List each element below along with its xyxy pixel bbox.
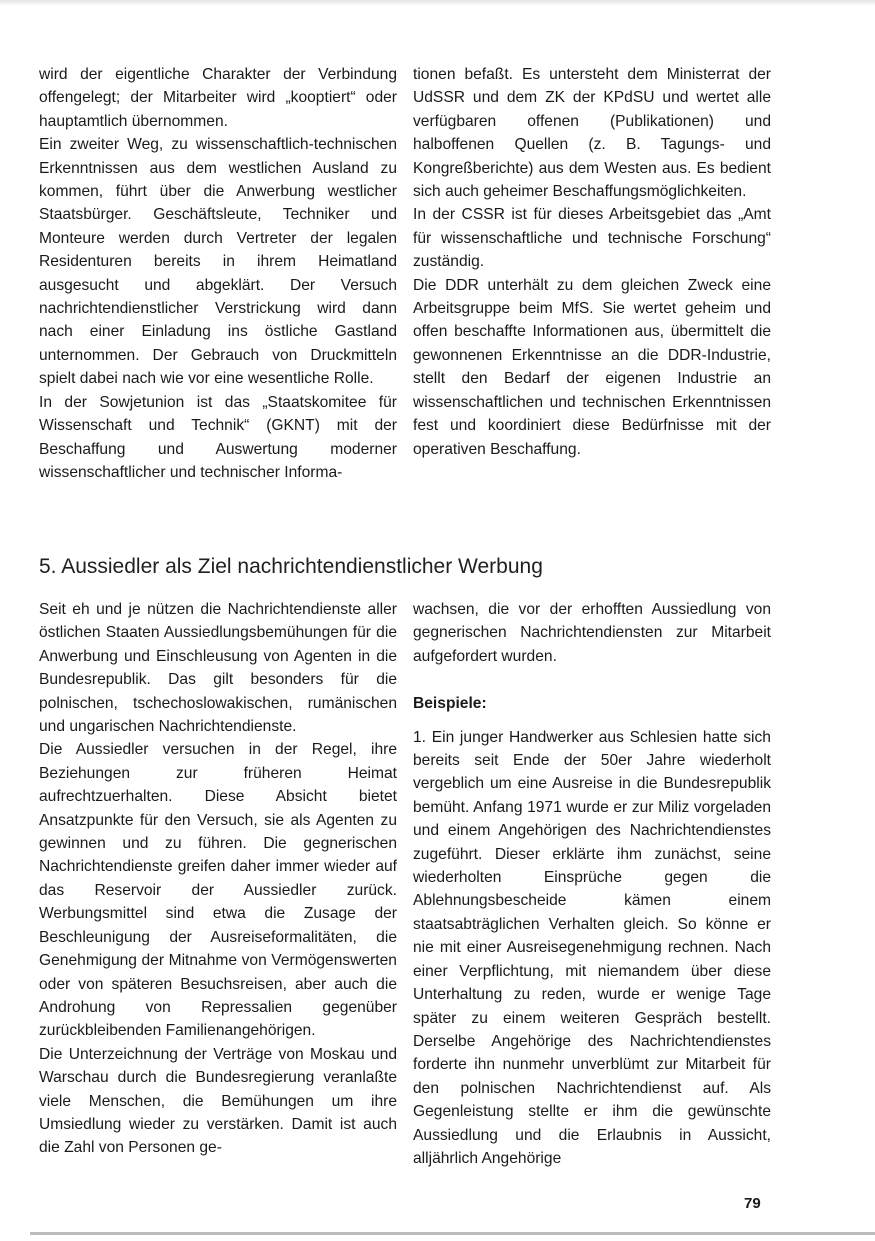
section-right-column: [413, 598, 771, 1170]
paragraph: Die Unterzeichnung der Verträge von Moskau und Warschau durch die Bundesregierung veranlaßte viele Menschen, die Bemühungen um ihre Umsiedlung wieder zu verstärken. Damit ist auch die Zahl von Personen ge-: [39, 1045, 397, 1157]
top-right-column: [413, 63, 771, 461]
paragraph: In der Sowjetunion ist das „Staatskomitee für Wissenschaft und Technik“ (GKNT) mit der Beschaffung und Auswertung moderner wissenschaftlicher und technischer Informa-: [39, 393, 397, 481]
top-left-column: [39, 63, 397, 484]
section-heading: 5. Aussiedler als Ziel nachrichtendienstlicher Werbung: [39, 555, 543, 578]
paragraph: Die Aussiedler versuchen in der Regel, ihre Beziehungen zur früheren Heimat aufrechtzuerhalten. Diese Absicht bietet Ansatzpunkte für den Versuch, sie als Agenten zu gewinnen und zu führen. Die gegnerischen Nachrichtendienste greifen daher immer wieder auf das Reservoir der Aussiedler zurück. Werbungsmittel sind etwa die Zusage der Beschleunigung der Ausreiseformalitäten, die Genehmigung der Mitnahme von Vermögenswerten oder von späteren Besuchsreisen, aber auch die Androhung von Repressalien gegenüber zurückbleibenden Familienangehörigen.: [39, 741, 397, 1040]
section-left-column: [39, 598, 397, 1160]
scan-top-shadow: [0, 0, 875, 6]
scan-bottom-edge: [30, 1232, 875, 1235]
paragraph: wachsen, die vor der erhofften Aussiedlung von gegnerischen Nachrichtendiensten zur Mitarbeit aufgefordert wurden.: [413, 601, 771, 665]
paragraph: wird der eigentliche Charakter der Verbindung offengelegt; der Mitarbeiter wird „kooptiert“ oder hauptamtlich übernommen.: [39, 66, 397, 130]
examples-label: Beispiele:: [413, 695, 487, 713]
paragraph: In der CSSR ist für dieses Arbeitsgebiet das „Amt für wissenschaftliche und technische Forschung“ zuständig.: [413, 206, 771, 271]
example-paragraph: 1. Ein junger Handwerker aus Schlesien hatte sich bereits seit Ende der 50er Jahre wiederholt vergeblich um eine Ausreise in die Bundesrepublik bemüht. Anfang 1971 wurde er zur Miliz vorgeladen und einem Angehörigen des Nachrichtendienstes zugeführt. Dieser erklärte ihm zunächst, seine wiederholten Einsprüche gegen die Ablehnungsbescheide kämen einem staatsabträglichen Verhalten gleich. So könne er nie mit einer Ausreisegenehmigung rechnen. Nach einer Verpflichtung, mit niemandem über diese Unterhaltung zu reden, wurde er wenige Tage später zu einem weiteren Gespräch bestellt. Derselbe Angehörige des Nachrichtendienstes forderte ihn nunmehr unverblümt zur Mitarbeit für den polnischen Nachrichtendienst auf. Als Gegenleistung stellte er ihm die gewünschte Aussiedlung und die Erlaubnis in Aussicht, alljährlich Angehörige: [413, 728, 771, 1167]
paragraph: Seit eh und je nützen die Nachrichtendienste aller östlichen Staaten Aussiedlungsbemühungen für die Anwerbung und Einschleusung von Agenten in die Bundesrepublik. Das gilt besonders für die polnischen, tschechoslowakischen, rumänischen und ungarischen Nachrichtendienste.: [39, 601, 397, 736]
page-number: 79: [744, 1195, 761, 1212]
paragraph: Die DDR unterhält zu dem gleichen Zweck eine Arbeitsgruppe beim MfS. Sie wertet geheim und offen beschaffte Informationen aus, übermittelt die gewonnenen Erkenntnisse an die DDR-Industrie, stellt den Bedarf der eigenen Industrie an wissenschaftlichen und technischen Erkenntnissen fest und koordiniert diese Bedürfnisse mit der operativen Beschaffung.: [413, 276, 771, 458]
paragraph: Ein zweiter Weg, zu wissenschaftlich-technischen Erkenntnissen aus dem westlichen Ausland zu kommen, führt über die Anwerbung westlicher Staatsbürger. Geschäftsleute, Techniker und Monteure werden durch Vertreter der legalen Residenturen bereits in ihrem Heimatland ausgesucht und abgeklärt. Der Versuch nachrichtendienstlicher Verstrickung wird dann nach einer Einladung ins östliche Gastland unternommen. Der Gebrauch von Druckmitteln spielt dabei nach wie vor eine wesentliche Rolle.: [39, 136, 397, 388]
paragraph: tionen befaßt. Es untersteht dem Ministerrat der UdSSR und dem ZK der KPdSU und wertet alle verfügbaren offenen (Publikationen) und halboffenen Quellen (z. B. Tagungs- und Kongreßberichte) aus dem Westen aus. Es bedient sich auch geheimer Beschaffungsmöglichkeiten.: [413, 66, 771, 201]
